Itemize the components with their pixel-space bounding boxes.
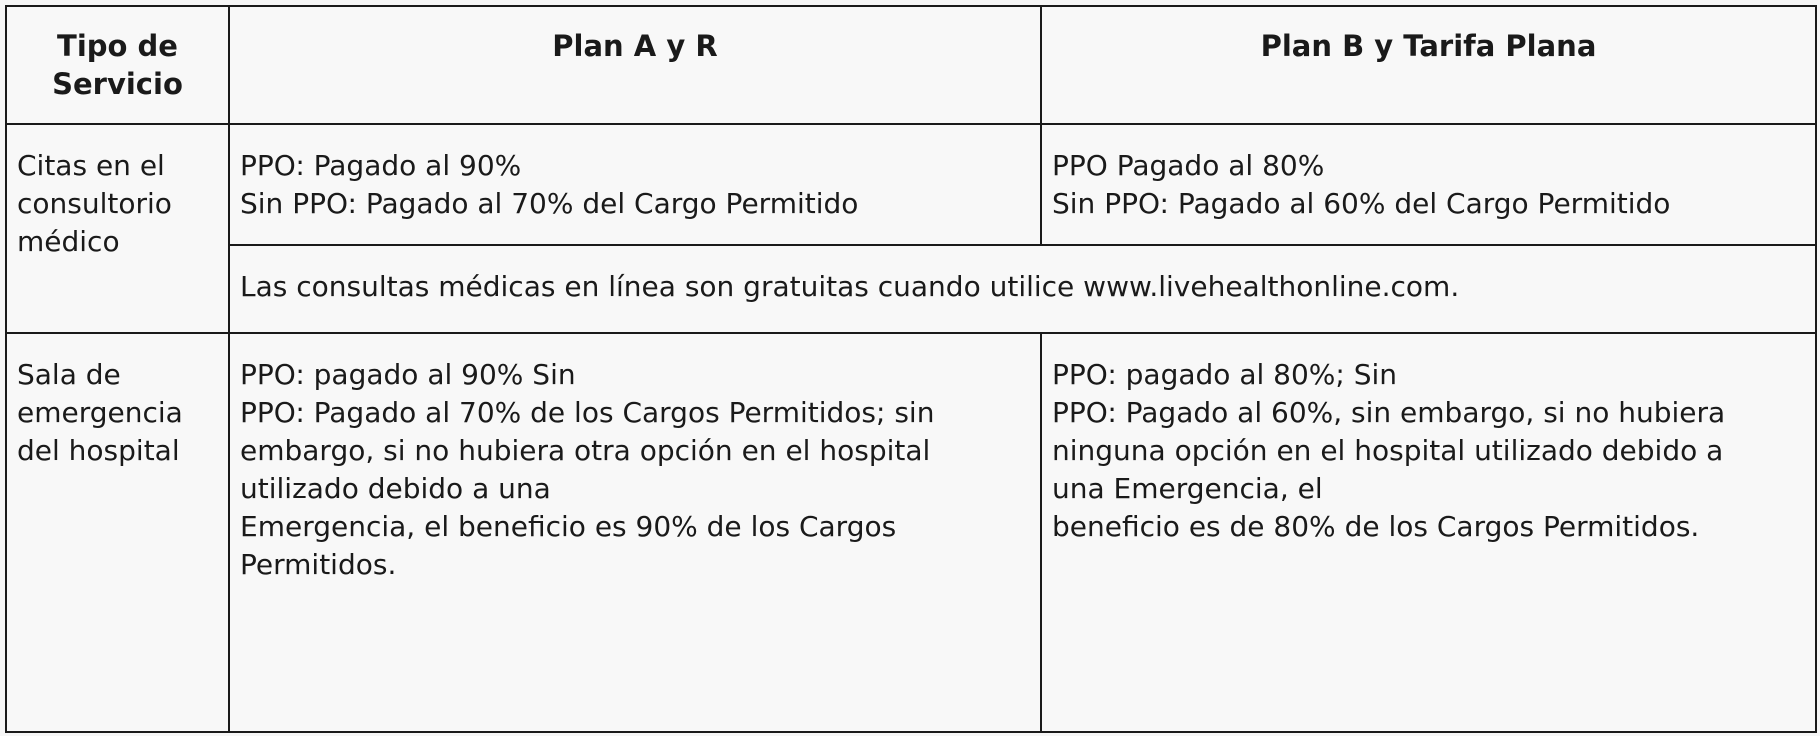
table-row-online-note — [6, 245, 1816, 333]
office-plan-b-flat: PPO Pagado al 80% Sin PPO: Pagado al 60% del Cargo Permitido — [1041, 124, 1816, 245]
header-service-type: Tipo de Servicio — [6, 6, 229, 124]
table-row-emergency-room — [6, 333, 1816, 732]
header-row — [6, 6, 1816, 124]
header-plan-a-r: Plan A y R — [229, 6, 1041, 124]
er-plan-a-r: PPO: pagado al 90% Sin PPO: Pagado al 70% de los Cargos Permitidos; sin embargo, si no hubiera otra opción en el hospital utilizado debido a una Emergencia, el beneficio es 90% de los Cargos Permitidos. — [229, 333, 1041, 732]
table-row-office-visits — [6, 124, 1816, 245]
office-plan-a-r: PPO: Pagado al 90% Sin PPO: Pagado al 70% del Cargo Permitido — [229, 124, 1041, 245]
header-plan-b-flat: Plan B y Tarifa Plana — [1041, 6, 1816, 124]
service-emergency-room: Sala de emergencia del hospital — [6, 333, 229, 732]
online-consultation-note: Las consultas médicas en línea son gratuitas cuando utilice www.livehealthonline.com. — [229, 245, 1816, 333]
service-office-visits: Citas en el consultorio médico — [6, 124, 229, 333]
benefits-table — [5, 5, 1817, 733]
er-plan-b-flat: PPO: pagado al 80%; Sin PPO: Pagado al 60%, sin embargo, si no hubiera ninguna opción en el hospital utilizado debido a una Emergencia, el beneficio es de 80% de los Cargos Permitidos. — [1041, 333, 1816, 732]
